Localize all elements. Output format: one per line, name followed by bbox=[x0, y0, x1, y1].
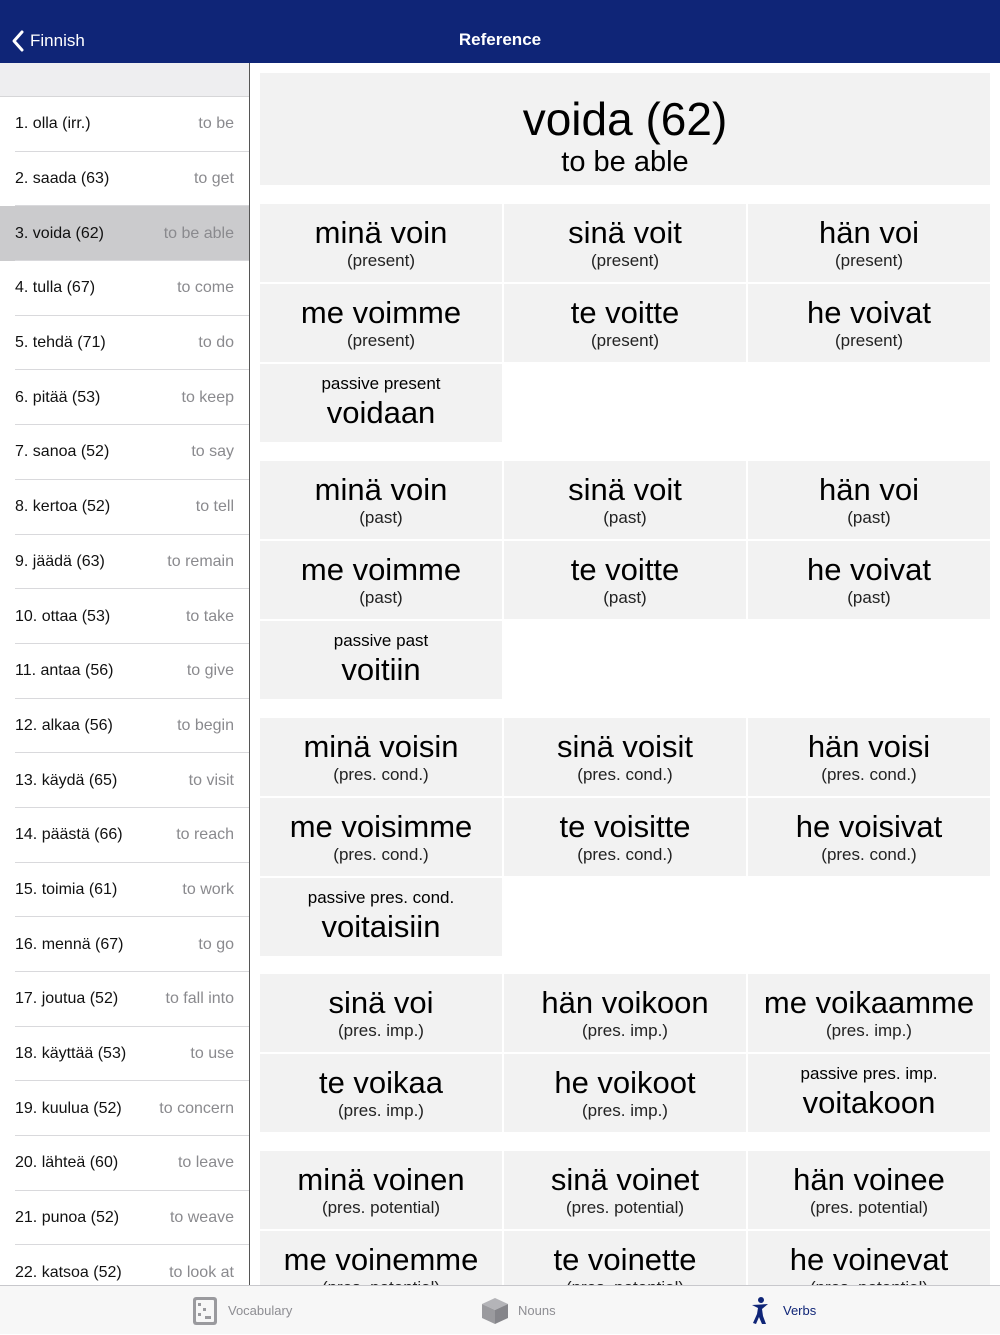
tense-label: (pres. cond.) bbox=[577, 765, 673, 784]
conjugated-form: sinä voi bbox=[328, 985, 434, 1020]
verb-list-item-meaning: to concern bbox=[159, 1099, 234, 1117]
verb-list-item-meaning: to take bbox=[185, 607, 234, 625]
verb-list-item-meaning: to give bbox=[186, 662, 234, 680]
tense-label: (pres. potential) bbox=[321, 1198, 441, 1217]
conjugation-panel[interactable] bbox=[250, 63, 1000, 1285]
tense-label: (pres. imp.) bbox=[338, 1101, 424, 1120]
conjugation-cell bbox=[748, 461, 990, 539]
conjugated-form: sinä voit bbox=[568, 215, 682, 250]
conjugated-form: te voikaa bbox=[318, 1065, 444, 1100]
verb-list-item-name: 15. toimia (61) bbox=[15, 880, 118, 898]
conjugation-cell bbox=[504, 284, 746, 362]
conjugated-form: te voinette bbox=[553, 1242, 697, 1277]
verb-list-item-name: 21. punoa (52) bbox=[15, 1209, 120, 1227]
verb-list-item-name: 22. katsoa (52) bbox=[15, 1263, 122, 1281]
verb-list-item-meaning: to work bbox=[182, 880, 234, 898]
conjugation-cell bbox=[504, 718, 746, 796]
verb-list-item[interactable] bbox=[0, 206, 249, 261]
tense-label: (pres. cond.) bbox=[821, 765, 917, 784]
verb-list-item[interactable] bbox=[0, 316, 249, 371]
conjugated-form: he voisivat bbox=[795, 809, 943, 844]
verb-list-item[interactable] bbox=[0, 152, 249, 207]
verb-list-item-meaning: to visit bbox=[188, 771, 234, 789]
tense-label: (past) bbox=[847, 588, 891, 607]
conjugated-form: te voitte bbox=[570, 295, 680, 330]
conjugated-form: hän voi bbox=[819, 472, 919, 507]
verb-list-item[interactable] bbox=[0, 808, 249, 863]
verb-list-item-meaning: to reach bbox=[176, 826, 234, 844]
tense-label: (past) bbox=[359, 588, 403, 607]
tab-bar bbox=[0, 1285, 1000, 1334]
tab-verbs[interactable] bbox=[745, 1286, 816, 1335]
conjugated-form: he voikoot bbox=[554, 1065, 696, 1100]
tense-label: (pres. cond.) bbox=[821, 845, 917, 864]
conjugated-form: me voimme bbox=[300, 295, 462, 330]
vocabulary-icon bbox=[190, 1296, 220, 1326]
verb-list-item[interactable] bbox=[0, 917, 249, 972]
verb-list-item-name: 13. käydä (65) bbox=[15, 771, 118, 789]
verb-list-item-name: 17. joutua (52) bbox=[15, 990, 119, 1008]
tab-nouns-label: Nouns bbox=[518, 1303, 556, 1318]
verb-list-item-name: 12. alkaa (56) bbox=[15, 716, 113, 734]
verb-list-item[interactable] bbox=[0, 644, 249, 699]
conjugation-cell bbox=[748, 1151, 990, 1229]
conjugation-cell bbox=[504, 541, 746, 619]
passive-form: voidaan bbox=[326, 395, 436, 430]
tense-label: (pres. potential) bbox=[565, 1198, 685, 1217]
conjugated-form: minä voin bbox=[314, 472, 448, 507]
verb-meaning: to be able bbox=[561, 146, 689, 178]
navigation-bar bbox=[0, 0, 1000, 63]
tense-label: (past) bbox=[847, 508, 891, 527]
tense-label: (present) bbox=[834, 331, 904, 350]
conjugated-form: me voinemme bbox=[283, 1242, 479, 1277]
verb-list-item-name: 7. sanoa (52) bbox=[15, 443, 110, 461]
verb-list-item-meaning: to come bbox=[177, 279, 234, 297]
passive-conjugation-cell bbox=[260, 364, 502, 442]
verb-list-item-meaning: to fall into bbox=[165, 990, 234, 1008]
passive-form: voitaisiin bbox=[321, 909, 441, 944]
verb-list-item[interactable] bbox=[0, 589, 249, 644]
tense-label: (pres. imp.) bbox=[338, 1021, 424, 1040]
verb-list-item-name: 14. päästä (66) bbox=[15, 826, 123, 844]
verb-list-item-name: 5. tehdä (71) bbox=[15, 334, 106, 352]
verb-list-item-meaning: to use bbox=[190, 1045, 234, 1063]
verb-list-item-name: 10. ottaa (53) bbox=[15, 607, 111, 625]
conjugated-form: me voisimme bbox=[289, 809, 473, 844]
conjugation-cell bbox=[260, 798, 502, 876]
conjugation-cell bbox=[260, 718, 502, 796]
verb-list-item-name: 11. antaa (56) bbox=[15, 662, 114, 680]
passive-form: voitiin bbox=[341, 652, 421, 687]
passive-conjugation-cell bbox=[748, 1054, 990, 1132]
conjugation-cell bbox=[504, 798, 746, 876]
conjugated-form: sinä voisit bbox=[556, 729, 694, 764]
verb-list-item-name: 6. pitää (53) bbox=[15, 388, 101, 406]
verb-list-item-name: 18. käyttää (53) bbox=[15, 1045, 127, 1063]
verb-list-item[interactable] bbox=[0, 1081, 249, 1136]
verb-list-item[interactable] bbox=[0, 261, 249, 316]
back-button-label: Finnish bbox=[30, 31, 85, 50]
tense-label: (present) bbox=[834, 251, 904, 270]
verb-list-item-name: 16. mennä (67) bbox=[15, 935, 124, 953]
tense-label: (present) bbox=[346, 331, 416, 350]
verbs-figure-icon bbox=[745, 1296, 775, 1326]
tense-label: (pres. cond.) bbox=[577, 845, 673, 864]
nouns-cube-icon bbox=[480, 1296, 510, 1326]
tense-label: (pres. imp.) bbox=[582, 1021, 668, 1040]
conjugated-form: minä voinen bbox=[297, 1162, 465, 1197]
verb-list-item[interactable] bbox=[0, 1191, 249, 1246]
conjugation-cell bbox=[260, 974, 502, 1052]
tense-label: (past) bbox=[359, 508, 403, 527]
conjugation-cell bbox=[748, 284, 990, 362]
verb-list-item[interactable] bbox=[0, 370, 249, 425]
verb-list-item-meaning: to keep bbox=[181, 388, 234, 406]
conjugation-cell bbox=[260, 1151, 502, 1229]
verb-list-item[interactable] bbox=[0, 972, 249, 1027]
conjugated-form: minä voisin bbox=[303, 729, 459, 764]
verb-list-item-meaning: to say bbox=[191, 443, 234, 461]
verb-list-item-meaning: to do bbox=[198, 334, 234, 352]
verb-list-sidebar[interactable] bbox=[0, 63, 249, 1285]
passive-label: passive pres. imp. bbox=[800, 1064, 938, 1083]
conjugated-form: he voinevat bbox=[789, 1242, 949, 1277]
verb-list-item-meaning: to leave bbox=[177, 1154, 234, 1172]
verb-title-card bbox=[260, 73, 990, 185]
passive-label: passive past bbox=[333, 631, 429, 650]
verb-list-item-name: 4. tulla (67) bbox=[15, 279, 96, 297]
verb-list-item-name: 9. jäädä (63) bbox=[15, 552, 105, 570]
tense-label: (present) bbox=[346, 251, 416, 270]
conjugation-cell bbox=[504, 974, 746, 1052]
verb-list-item-meaning: to get bbox=[193, 170, 234, 188]
verb-title: voida (62) bbox=[522, 93, 728, 145]
tense-label: (present) bbox=[590, 251, 660, 270]
conjugated-form: te voitte bbox=[570, 552, 680, 587]
verb-list-item-meaning: to begin bbox=[177, 716, 234, 734]
tab-vocabulary-label: Vocabulary bbox=[228, 1303, 293, 1318]
tense-label: (past) bbox=[603, 508, 647, 527]
tense-label: (pres. cond.) bbox=[333, 845, 429, 864]
conjugated-form: hän voi bbox=[819, 215, 919, 250]
verb-list-item-meaning: to tell bbox=[195, 498, 234, 516]
conjugation-cell bbox=[260, 284, 502, 362]
verb-list-item-name: 2. saada (63) bbox=[15, 170, 110, 188]
conjugated-form: me voimme bbox=[300, 552, 462, 587]
conjugation-cell bbox=[504, 1054, 746, 1132]
sidebar-header bbox=[0, 63, 249, 97]
verb-list-item-name: 19. kuulua (52) bbox=[15, 1099, 122, 1117]
tense-label: (pres. potential) bbox=[809, 1198, 929, 1217]
verb-list-item[interactable] bbox=[0, 480, 249, 535]
verb-list-item[interactable] bbox=[0, 753, 249, 808]
verb-list-item[interactable] bbox=[0, 425, 249, 480]
tense-label: (pres. cond.) bbox=[333, 765, 429, 784]
conjugation-cell bbox=[260, 1054, 502, 1132]
conjugation-cell bbox=[504, 461, 746, 539]
conjugated-form: hän voikoon bbox=[541, 985, 709, 1020]
conjugated-form: minä voin bbox=[314, 215, 448, 250]
verb-list-item[interactable] bbox=[0, 863, 249, 918]
tense-label: (past) bbox=[603, 588, 647, 607]
verb-list-item-meaning: to go bbox=[198, 935, 234, 953]
verb-list-item[interactable] bbox=[0, 1136, 249, 1191]
conjugation-cell bbox=[748, 718, 990, 796]
conjugated-form: he voivat bbox=[806, 295, 932, 330]
conjugation-cell bbox=[748, 974, 990, 1052]
conjugated-form: sinä voinet bbox=[550, 1162, 700, 1197]
verb-list-item[interactable] bbox=[0, 1027, 249, 1082]
conjugation-cell bbox=[504, 1151, 746, 1229]
verb-list-item-meaning: to look at bbox=[169, 1263, 234, 1281]
conjugation-cell bbox=[260, 204, 502, 282]
verb-list-item-meaning: to be able bbox=[163, 224, 234, 242]
tab-verbs-label: Verbs bbox=[783, 1303, 817, 1318]
page-title: Reference bbox=[458, 30, 542, 49]
conjugation-cell bbox=[748, 798, 990, 876]
verb-list-item-name: 20. lähteä (60) bbox=[15, 1154, 119, 1172]
conjugation-cell bbox=[260, 541, 502, 619]
verb-list bbox=[0, 97, 249, 1300]
conjugated-form: me voikaamme bbox=[763, 985, 975, 1020]
conjugated-form: hän voisi bbox=[807, 729, 931, 764]
passive-conjugation-cell bbox=[260, 878, 502, 956]
verb-list-item-name: 3. voida (62) bbox=[15, 224, 104, 242]
conjugated-form: sinä voit bbox=[568, 472, 682, 507]
verb-list-item-meaning: to be bbox=[198, 115, 234, 133]
verb-list-item-name: 8. kertoa (52) bbox=[15, 498, 111, 516]
verb-list-item[interactable] bbox=[0, 535, 249, 590]
tense-label: (pres. imp.) bbox=[582, 1101, 668, 1120]
conjugation-cell bbox=[748, 541, 990, 619]
tense-label: (present) bbox=[590, 331, 660, 350]
verb-list-item[interactable] bbox=[0, 699, 249, 754]
verb-list-item-meaning: to remain bbox=[167, 552, 234, 570]
conjugation-cell bbox=[748, 204, 990, 282]
passive-label: passive present bbox=[321, 374, 441, 393]
verb-list-item-meaning: to weave bbox=[169, 1209, 234, 1227]
tab-vocabulary[interactable] bbox=[190, 1286, 292, 1335]
conjugated-form: hän voinee bbox=[793, 1162, 945, 1197]
verb-list-item-name: 1. olla (irr.) bbox=[15, 115, 91, 133]
passive-form: voitakoon bbox=[802, 1085, 936, 1120]
passive-label: passive pres. cond. bbox=[307, 888, 455, 907]
tense-label: (pres. imp.) bbox=[826, 1021, 912, 1040]
verb-list-item[interactable] bbox=[0, 97, 249, 152]
conjugation-cell bbox=[504, 204, 746, 282]
tab-nouns[interactable] bbox=[480, 1286, 556, 1335]
conjugated-form: he voivat bbox=[806, 552, 932, 587]
passive-conjugation-cell bbox=[260, 621, 502, 699]
conjugation-cell bbox=[260, 461, 502, 539]
conjugated-form: te voisitte bbox=[559, 809, 691, 844]
